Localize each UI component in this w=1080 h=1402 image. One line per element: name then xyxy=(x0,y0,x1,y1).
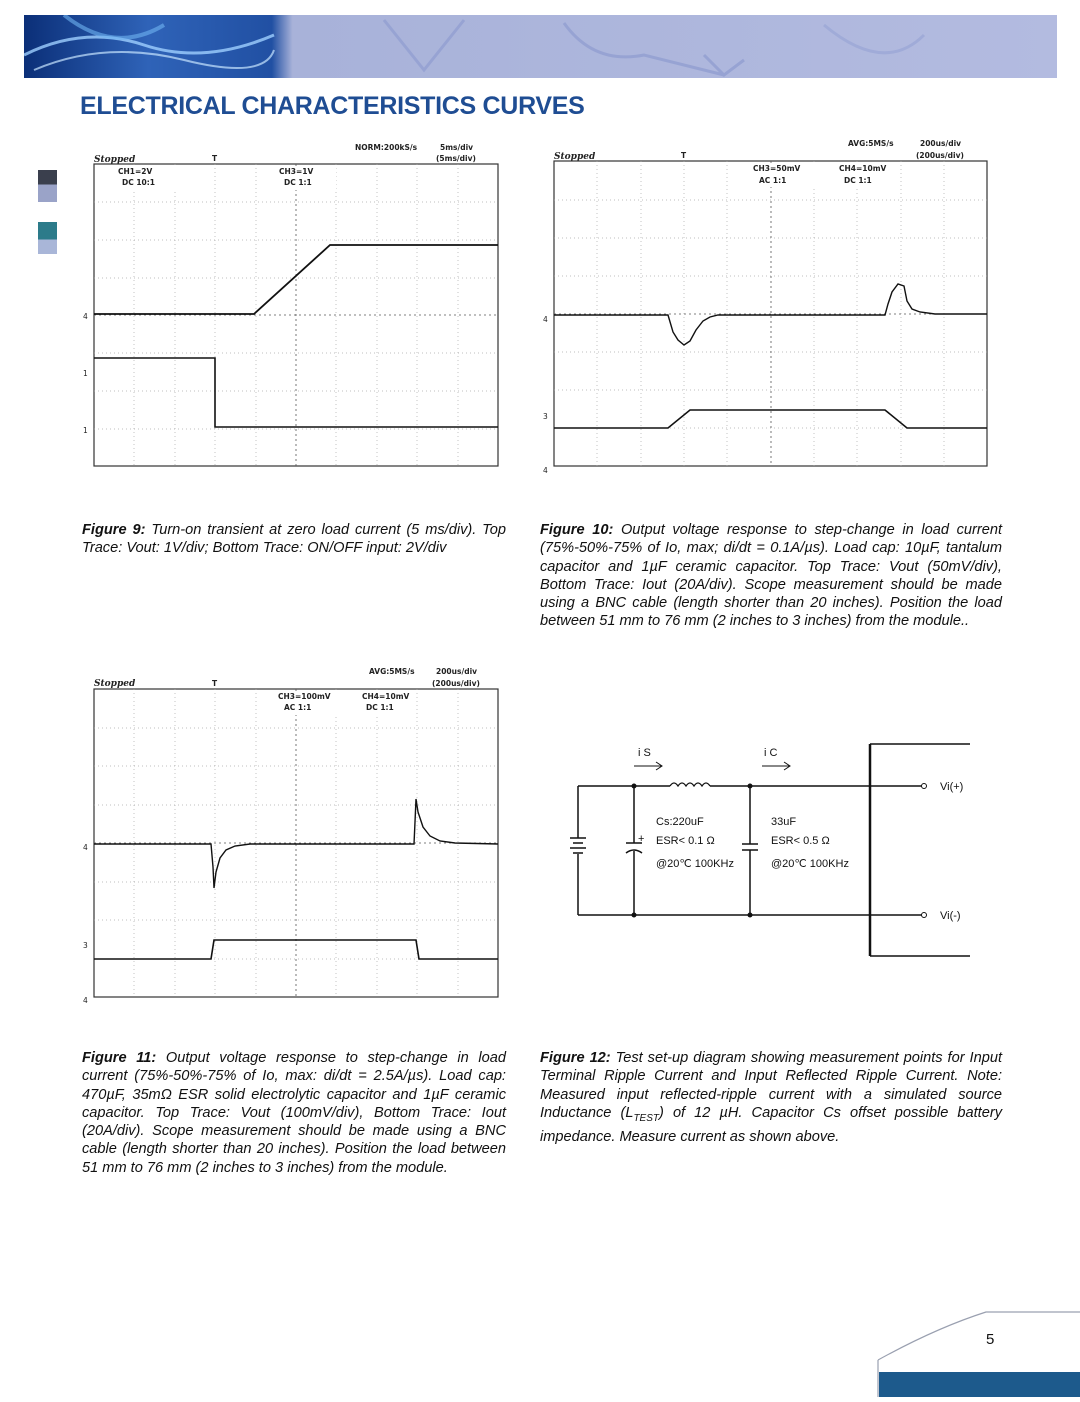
channel-b-setting: CH4=10mV xyxy=(839,164,887,173)
channel-a-coupling: DC 10:1 xyxy=(122,178,155,187)
scope-timebase: 5ms/div xyxy=(440,143,474,152)
iout-trace xyxy=(554,410,987,428)
side-swatch-dark xyxy=(38,170,57,202)
channel-b-coupling: DC 1:1 xyxy=(366,703,394,712)
ch3-ground-marker: 4 xyxy=(543,315,548,324)
caption-label: Figure 12: xyxy=(540,1050,611,1066)
scope-sampling: AVG:5MS/s xyxy=(369,667,415,676)
cs-polarity: + xyxy=(638,833,645,845)
caption-label: Figure 10: xyxy=(540,522,614,538)
caption-figure-12 xyxy=(540,1049,1002,1146)
header-banner xyxy=(24,15,1057,78)
channel-b-coupling: DC 1:1 xyxy=(284,178,312,187)
caption-figure-10 xyxy=(540,521,1002,631)
vin-negative-label: Vi(-) xyxy=(940,910,961,922)
caption-figure-9 xyxy=(82,521,506,558)
ch3-ground-marker: 4 xyxy=(83,843,88,852)
scope-timebase-paren: (200us/div) xyxy=(432,679,480,688)
trigger-marker: T xyxy=(212,679,218,688)
c2-value: 33uF xyxy=(771,816,797,828)
channel-a-coupling: AC 1:1 xyxy=(284,703,312,712)
trigger-marker: T xyxy=(212,154,218,163)
is-label: i S xyxy=(638,747,651,759)
ch3-ground-marker: 4 xyxy=(83,312,88,321)
caption-text-end: ) of 12 µH. Capacitor Cs offset possible battery impedance. Measure current as shown above. xyxy=(540,1104,1002,1146)
scope-timebase-paren: (200us/div) xyxy=(916,151,964,160)
c2-condition: @20℃ 100KHz xyxy=(771,858,849,870)
source-battery-symbol xyxy=(570,838,586,853)
scope-sampling: AVG:5MS/s xyxy=(848,139,894,148)
trigger-marker: T xyxy=(681,151,687,160)
channel-b-setting: CH3=1V xyxy=(279,167,314,176)
scope-timebase: 200us/div xyxy=(436,667,478,676)
scope-figure-11 xyxy=(80,662,510,1007)
cs-condition: @20℃ 100KHz xyxy=(656,858,734,870)
caption-text: Turn-on transient at zero load current (5 ms/div). Top Trace: Vout: 1V/div; Bottom Trace: ON/OFF input: 2V/div xyxy=(82,522,506,557)
caption-text: Output voltage response to step-change in load current (75%-50%-75% of Io, max; di/dt = 0.1A/µs). Load cap: 10µF, tantalum capacitor and 1µF ceramic capacitor. Top Trace: Vout (50mV/div), Bottom Trace: Iout (20A/div). Scope measurement should be made using a BNC cable (length shorter than 20 inches). Position the load between 51 mm to 76 mm (2 inches to 3 inches) from the module.. xyxy=(540,522,1003,630)
page-number: 5 xyxy=(986,1331,995,1348)
ch4-ground-marker: 4 xyxy=(543,466,548,475)
channel-b-coupling: DC 1:1 xyxy=(844,176,872,185)
side-swatch-teal xyxy=(38,222,57,254)
caption-figure-11 xyxy=(82,1049,506,1177)
circuit-figure-12 xyxy=(562,732,982,964)
on-off-trace xyxy=(94,358,498,427)
caption-text: Test set-up diagram showing measurement points for Input Terminal Ripple Current and Input Reflected Ripple Current. Note: Measured input reflected-ripple current with a simulated source Inductance (L xyxy=(540,1050,1002,1121)
scope-status: Stopped xyxy=(554,152,596,162)
ch3-marker: 3 xyxy=(543,412,548,421)
scope-status: Stopped xyxy=(94,155,136,165)
channel-a-coupling: AC 1:1 xyxy=(759,176,787,185)
vin-positive-label: Vi(+) xyxy=(940,781,964,793)
cs-esr: ESR< 0.1 Ω xyxy=(656,835,715,847)
cs-value: Cs:220uF xyxy=(656,816,704,828)
scope-figure-9 xyxy=(80,138,510,483)
ic-label: i C xyxy=(764,747,778,759)
channel-a-setting: CH3=50mV xyxy=(753,164,801,173)
vout-trace xyxy=(554,284,987,345)
caption-subscript: TEST xyxy=(633,1112,660,1124)
c2-esr: ESR< 0.5 Ω xyxy=(771,835,830,847)
channel-b-setting: CH4=10mV xyxy=(362,692,410,701)
scope-timebase: 200us/div xyxy=(920,139,962,148)
page-title: ELECTRICAL CHARACTERISTICS CURVES xyxy=(80,92,585,120)
channel-a-setting: CH3=100mV xyxy=(278,692,331,701)
scope-timebase-paren: (5ms/div) xyxy=(436,154,476,163)
ch1-ground-marker: 1 xyxy=(83,426,88,435)
ch3-marker: 3 xyxy=(83,941,88,950)
caption-label: Figure 9: xyxy=(82,522,146,538)
ch1-marker: 1 xyxy=(83,369,88,378)
channel-a-setting: CH1=2V xyxy=(118,167,153,176)
ch4-ground-marker: 4 xyxy=(83,996,88,1005)
scope-sampling: NORM:200kS/s xyxy=(355,143,418,152)
scope-figure-10 xyxy=(540,136,1000,481)
scope-status: Stopped xyxy=(94,679,136,689)
footer-decoration xyxy=(876,1308,1080,1397)
inductor-symbol xyxy=(670,783,710,786)
caption-text: Output voltage response to step-change in load current (75%-50%-75% of Io, max: di/dt = 2.5A/µs). Load cap: 470µF, 35mΩ ESR solid electrolytic capacitor and 1µF ceramic capacitor. Top Trace: Vout (100mV/div), Bottom Trace: Iout (20A/div). Scope measurement should be made using a BNC cable (length shorter than 20 inches). Position the load between 51 mm to 76 mm (2 inches to 3 inches) from the module. xyxy=(82,1050,506,1176)
caption-label: Figure 11: xyxy=(82,1050,157,1066)
